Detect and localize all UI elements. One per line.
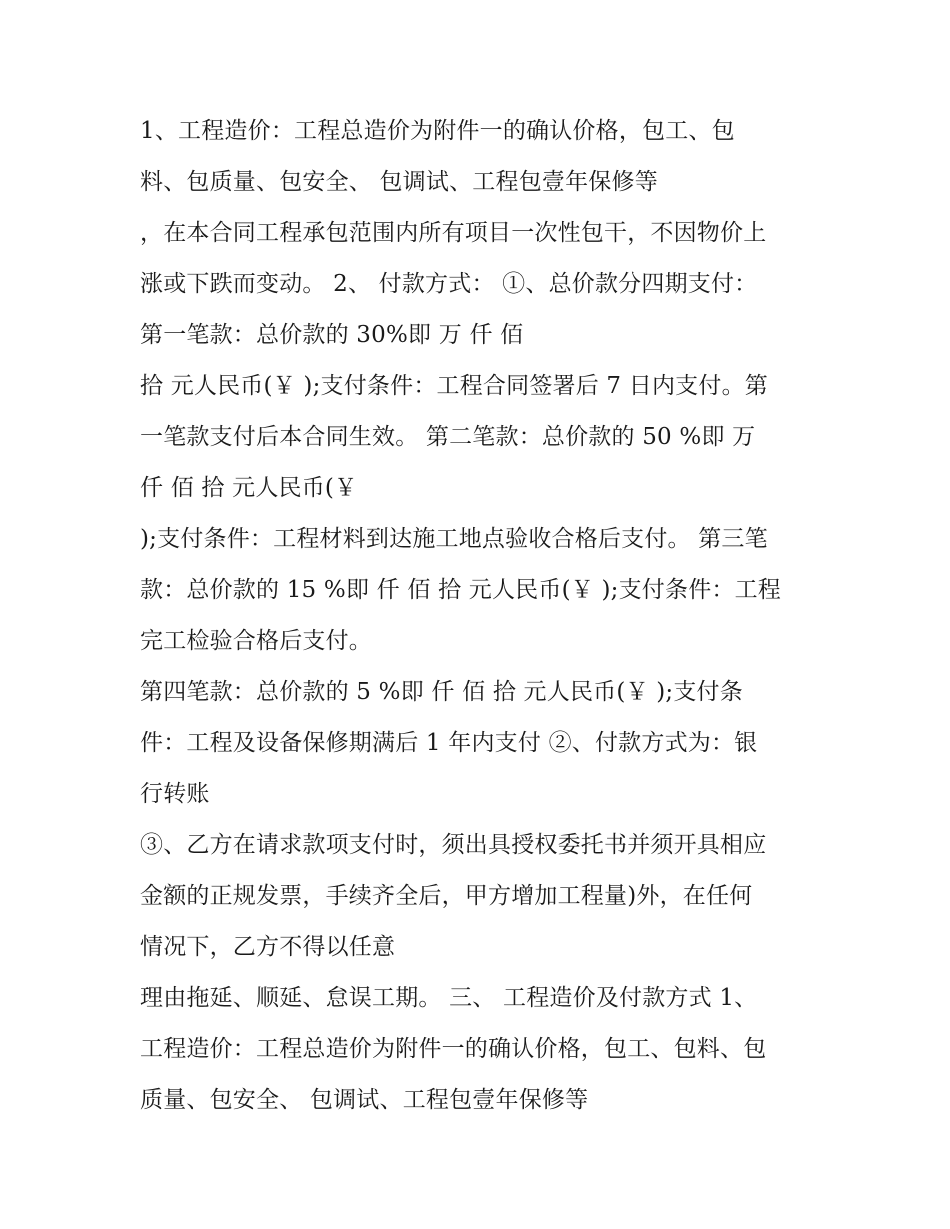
- text-line: 1、工程造价：工程总造价为附件一的确认价格，包工、包: [140, 118, 735, 144]
- text-line: 一笔款支付后本合同生效。 第二笔款：总价款的 50 %即 万: [140, 424, 756, 450]
- text-line: 第一笔款：总价款的 30%即 万 仟 佰: [140, 322, 524, 348]
- text-line: 工程造价：工程总造价为附件一的确认价格，包工、包料、包: [140, 1036, 767, 1062]
- text-line: 理由拖延、顺延、怠误工期。 三、 工程造价及付款方式 1、: [140, 985, 758, 1011]
- text-line: ，在本合同工程承包范围内所有项目一次性包干，不因物价上: [140, 220, 767, 246]
- text-line: 料、包质量、包安全、 包调试、工程包壹年保修等: [140, 169, 658, 195]
- text-line: 涨或下跌而变动。 2、 付款方式： ①、总价款分四期支付：: [140, 271, 758, 297]
- text-line: 质量、包安全、 包调试、工程包壹年保修等: [140, 1087, 589, 1113]
- text-line: 拾 元人民币(￥ );支付条件：工程合同签署后 7 日内支付。第: [140, 373, 768, 399]
- text-line: ③、乙方在请求款项支付时，须出具授权委托书并须开具相应: [140, 832, 767, 858]
- text-line: 情况下，乙方不得以任意: [140, 934, 396, 960]
- text-line: 款：总价款的 15 %即 仟 佰 拾 元人民币(￥ );支付条件：工程: [140, 577, 781, 603]
- text-line: 行转账: [140, 781, 210, 807]
- contract-text-block: [140, 106, 830, 1126]
- text-line: );支付条件：工程材料到达施工地点验收合格后支付。 第三笔: [140, 526, 768, 552]
- text-line: 仟 佰 拾 元人民币(￥: [140, 475, 358, 501]
- text-line: 金额的正规发票，手续齐全后，甲方增加工程量)外，在任何: [140, 883, 753, 909]
- text-line: 件：工程及设备保修期满后 1 年内支付 ②、付款方式为：银: [140, 730, 758, 756]
- text-line: 完工检验合格后支付。: [140, 628, 372, 654]
- text-line: 第四笔款：总价款的 5 %即 仟 佰 拾 元人民币(￥ );支付条: [140, 679, 743, 705]
